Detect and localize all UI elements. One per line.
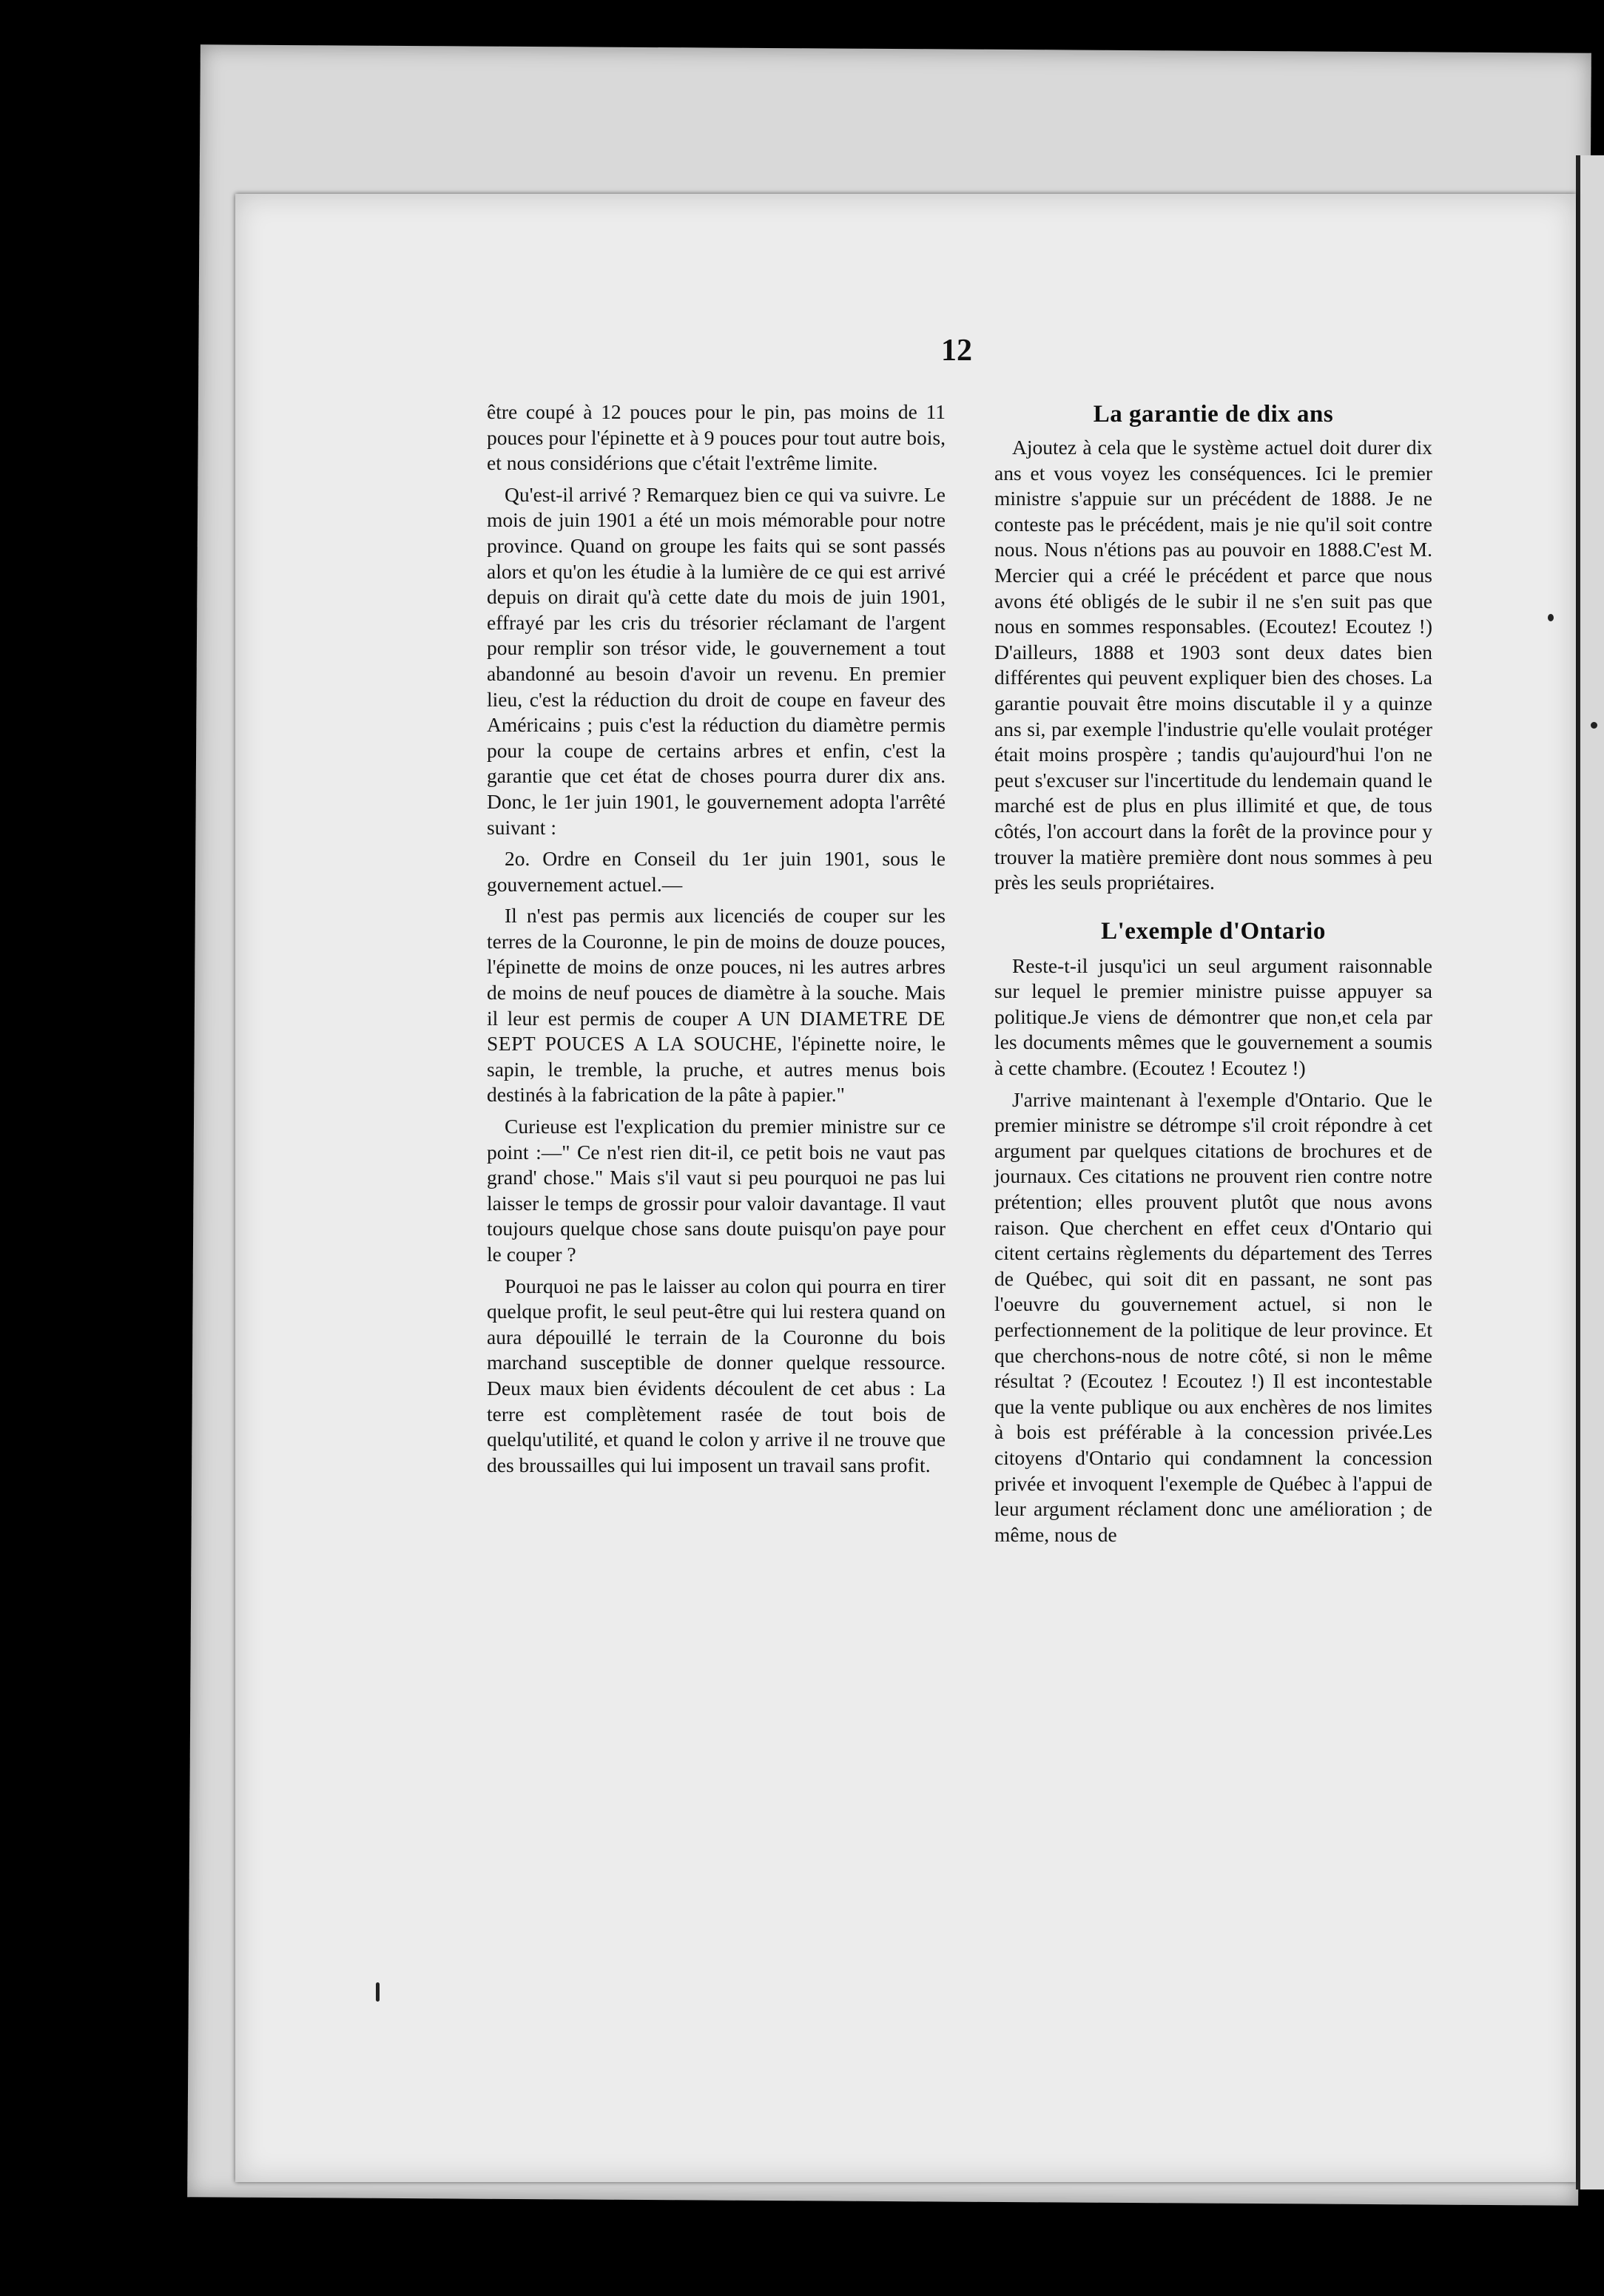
page-number: 12	[941, 334, 972, 368]
left-paragraph-3: 2o. Ordre en Conseil du 1er juin 1901, sous le gouvernement actuel.—	[487, 847, 946, 896]
scan-speck	[376, 1982, 380, 2002]
right-paragraph-1: Ajoutez à cela que le système actuel doit durer dix ans et vous voyez les conséquences. Ici le premier ministre s'appuie sur un précédent de 1888. Je ne conteste pas le précédent, mais je nie qu'il soit contre nous. Nous n'étions pas au pouvoir en 1888.C'est M. Mercier qui a créé le précédent et parce que nous avons été obligés de le subir il ne s'en suit pas que nous en sommes responsables. (Ecoutez! Ecoutez !) D'ailleurs, 1888 et 1903 sont deux dates bien différentes qui peuvent expliquer bien des choses. La garantie pouvait être moins discutable il y a quinze ans si, par exemple l'industrie qu'elle voulait protéger était moins prospère ; tandis qu'aujourd'hui l'on ne peut s'excuser sur l'incertitude du lendemain quand le marché est de plus en plus illimité et que, de tous côtés, l'on accourt dans la forêt de la province pour y trouver la matière première dont nous sommes à peu près les seuls propriétaires.	[994, 436, 1432, 894]
order-text-intro: Il n'est pas permis aux licenciés de couper sur les terres de la Couronne, le pin de moins de douze pouces, l'épinette de moins de onze pouces, ni les autres arbres de moins de neuf pouces de diamètre à la souche. Mais il leur est permis de couper	[487, 904, 946, 1030]
order-text-end: l'épinette noire, le sapin, le tremble, la pruche, et autres menus bois destinés à la fabrication de la pâte à papier."	[487, 1032, 946, 1107]
section-heading-ontario: L'exemple d'Ontario	[1101, 917, 1326, 945]
left-paragraph-6: Pourquoi ne pas le laisser au colon qui pourra en tirer quelque profit, le seul peut-être qui lui restera quand on aura dépouillé le terrain de la Couronne du bois marchand susceptible de donner quelque ressource. Deux maux bien évidents découlent de cet abus : La terre est complètement rasée de tout bois de quelqu'utilité, et quand le colon y arrive il ne trouve que des broussailles qui lui imposent un travail sans profit.	[487, 1274, 946, 1476]
scan-speck	[1548, 614, 1554, 621]
left-paragraph-2: Qu'est-il arrivé ? Remarquez bien ce qui va suivre. Le mois de juin 1901 a été un mois mémorable pour notre province. Quand on groupe les faits qui se sont passés alors et qu'on les étudie à la lumière de ce qui est arrivé depuis on dirait qu'à cette date du mois de juin 1901, effrayé par les cris du trésorier réclamant de l'argent pour remplir son trésor vide, le gouvernement a tout abandonné au besoin d'avoir un revenu. En premier lieu, c'est la réduction du droit de coupe en faveur des Américains ; puis c'est la réduction du diamètre permis pour la coupe de certains arbres et enfin, c'est la garantie que cet état de choses pourra durer dix ans. Donc, le 1er juin 1901, le gouvernement adopta l'arrêté suivant :	[487, 482, 946, 839]
left-column	[487, 399, 946, 1484]
adjacent-page-edge	[1576, 155, 1604, 2189]
left-paragraph-1: être coupé à 12 pouces pour le pin, pas moins de 11 pouces pour l'épinette et à 9 pouces pour tout autre bois, et nous considérions que c'était l'extrême limite.	[487, 400, 946, 475]
right-paragraph-3: J'arrive maintenant à l'exemple d'Ontario. Que le premier ministre se détrompe s'il croit répondre à cet argument par quelques citations de brochures et de journaux. Ces citations ne prouvent rien contre notre prétention; elles prouvent plutôt que nous avons raison. Que cherchent en effet ceux d'Ontario qui citent certains règlements du département des Terres de Québec, qui soit dit en passant, ne sont pas l'oeuvre du gouvernement actuel, si non le perfectionnement de la politique de leur province. Et que cherchons-nous de notre côté, si non le même résultat ? (Ecoutez ! Ecoutez !) Il est incontestable que la vente publique ou aux enchères de nos limites à bois est préférable à la concession privée.Les citoyens d'Ontario qui condamnent la concession privée et invoquent l'exemple de Québec à l'appui de leur argument réclament donc une amélioration ; de même, nous de	[994, 1087, 1432, 1546]
left-paragraph-4	[487, 903, 946, 1108]
right-column	[994, 399, 1432, 1553]
right-paragraph-2: Reste-t-il jusqu'ici un seul argument raisonnable sur lequel le premier ministre puisse appuyer sa politique.Je viens de démontrer que non,et cela par les documents mêmes que le gouvernement a soumis à cette chambre. (Ecoutez ! Ecoutez !)	[994, 953, 1432, 1080]
section-heading-garantie: La garantie de dix ans	[1093, 401, 1334, 428]
left-paragraph-5: Curieuse est l'explication du premier ministre sur ce point :—" Ce n'est rien dit-il, ce petit bois ne vaut pas grand' chose." Mais s'il vaut si peu pourquoi ne pas lui laisser le temps de grossir pour valoir davantage. Il vaut toujours quelque chose sans doute puisqu'on paye pour le couper ?	[487, 1115, 946, 1266]
scan-speck	[1591, 722, 1597, 729]
order-text-caps: A UN DIAMETRE DE SEPT POUCES A LA SOUCHE,	[487, 1006, 946, 1056]
